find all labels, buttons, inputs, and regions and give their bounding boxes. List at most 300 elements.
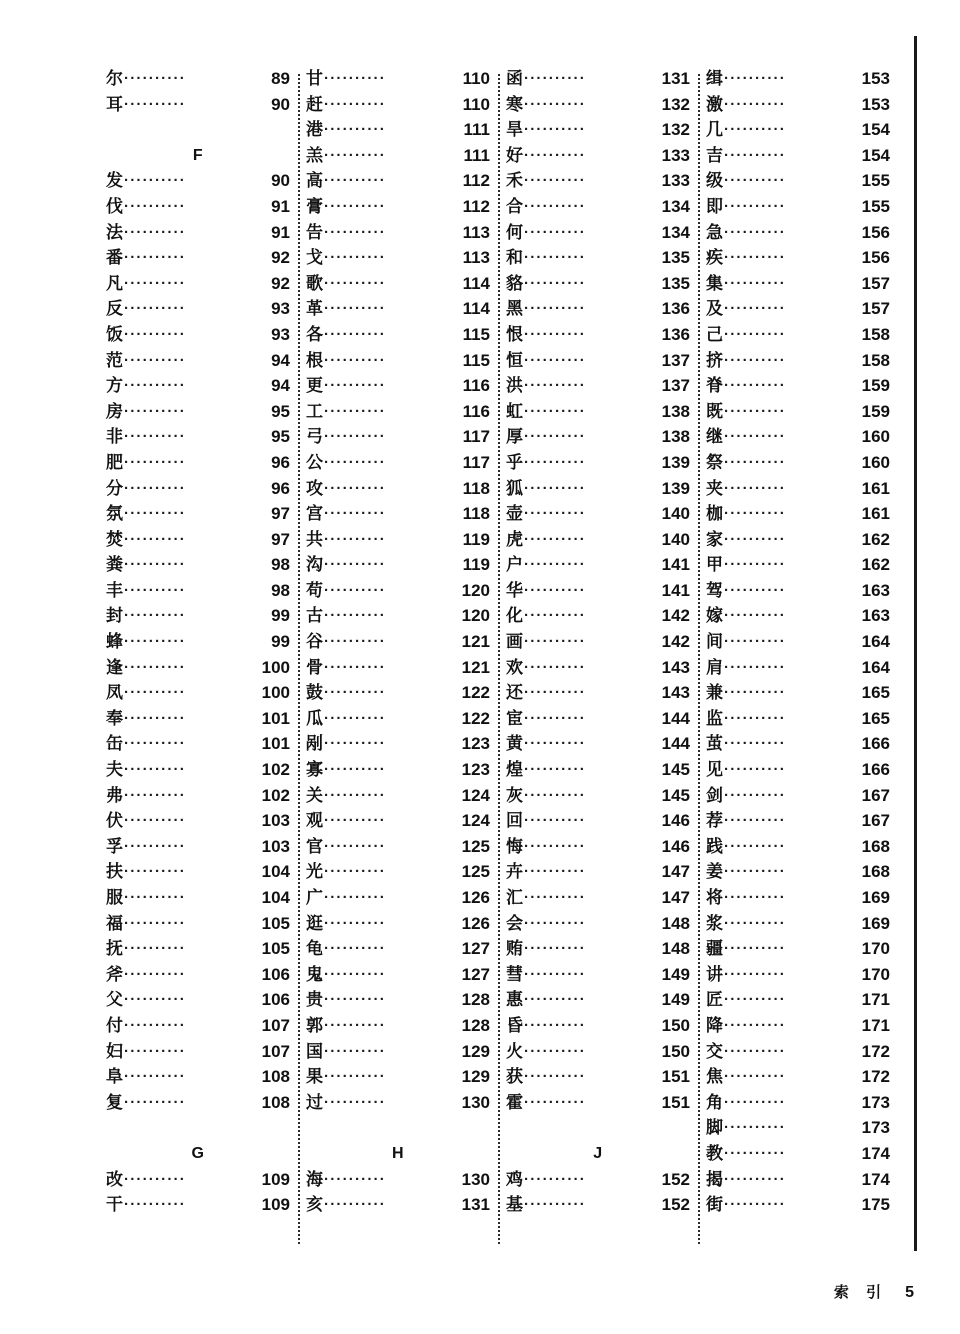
index-entry[interactable]	[506, 808, 690, 834]
entry-page-number: 169	[861, 888, 890, 907]
leader-dots: ··········	[724, 197, 786, 215]
index-entry[interactable]	[106, 450, 290, 476]
entry-character: 浆	[706, 913, 723, 934]
entry-character: 街	[706, 1195, 723, 1216]
entry-page-number: 148	[661, 939, 690, 959]
index-entry[interactable]	[106, 885, 290, 911]
index-entry[interactable]	[106, 476, 290, 502]
index-entry[interactable]	[306, 1167, 490, 1193]
entry-character: 荐	[706, 811, 723, 832]
index-entry[interactable]	[306, 936, 490, 962]
index-entry[interactable]	[306, 399, 490, 425]
index-entry[interactable]	[306, 603, 490, 629]
index-entry[interactable]	[506, 603, 690, 629]
index-entry[interactable]	[306, 168, 490, 194]
index-entry[interactable]	[306, 348, 490, 374]
entry-page-number: 126	[461, 913, 490, 933]
index-entry[interactable]	[506, 936, 690, 962]
entry-character: 昏	[506, 1015, 523, 1036]
index-entry[interactable]	[506, 706, 690, 732]
index-entry[interactable]	[306, 296, 490, 322]
leader-dots: ··········	[324, 684, 386, 702]
index-entry[interactable]	[706, 1039, 890, 1065]
index-entry[interactable]	[706, 296, 890, 322]
entry-character: 发	[106, 171, 123, 192]
index-entry[interactable]	[506, 987, 690, 1013]
index-entry[interactable]	[106, 1192, 290, 1218]
leader-dots: ··········	[524, 940, 586, 958]
leader-dots: ··········	[324, 709, 386, 727]
entry-page-number: 129	[461, 1067, 490, 1087]
index-entry[interactable]	[506, 1192, 690, 1218]
index-entry[interactable]	[306, 731, 490, 757]
entry-page-number: 111	[463, 145, 490, 165]
entry-character: 见	[706, 760, 723, 781]
index-entry[interactable]	[706, 66, 890, 92]
index-entry[interactable]	[106, 245, 290, 271]
entry-page-number: 129	[461, 1041, 490, 1061]
index-entry[interactable]	[706, 399, 890, 425]
index-entry[interactable]	[106, 1039, 290, 1065]
index-entry[interactable]	[106, 348, 290, 374]
entry-page-number: 92	[271, 248, 290, 268]
index-entry[interactable]	[306, 373, 490, 399]
index-entry[interactable]	[506, 629, 690, 655]
index-entry[interactable]	[706, 655, 890, 681]
entry-page-number: 123	[461, 734, 490, 754]
entry-character: 戈	[306, 248, 323, 269]
index-entry[interactable]	[706, 757, 890, 783]
entry-character: 户	[506, 555, 523, 576]
index-entry[interactable]	[506, 1167, 690, 1193]
index-entry[interactable]	[706, 783, 890, 809]
leader-dots: ··········	[124, 95, 186, 113]
index-entry[interactable]	[306, 1039, 490, 1065]
index-entry[interactable]	[706, 1167, 890, 1193]
leader-dots: ··········	[524, 709, 586, 727]
index-entry[interactable]	[706, 373, 890, 399]
entry-page-number: 117	[462, 427, 490, 447]
index-entry[interactable]	[106, 501, 290, 527]
index-entry[interactable]	[306, 680, 490, 706]
entry-character: 寒	[506, 94, 523, 115]
index-entry[interactable]	[506, 859, 690, 885]
leader-dots: ··········	[324, 70, 386, 87]
entry-character: 华	[506, 580, 523, 601]
leader-dots: ··········	[124, 786, 186, 804]
entry-character: 尔	[106, 69, 123, 89]
index-entry[interactable]	[706, 859, 890, 885]
index-entry[interactable]	[106, 962, 290, 988]
entry-page-number: 158	[861, 350, 890, 370]
leader-dots: ··········	[524, 377, 586, 395]
index-entry[interactable]	[506, 783, 690, 809]
entry-character: 骨	[306, 657, 323, 678]
leader-dots: ··········	[124, 172, 186, 190]
index-entry[interactable]	[506, 552, 690, 578]
index-entry[interactable]	[506, 66, 690, 92]
entry-page-number: 162	[861, 529, 890, 549]
index-entry[interactable]	[306, 1064, 490, 1090]
entry-character: 根	[306, 350, 323, 371]
index-entry[interactable]	[306, 501, 490, 527]
entry-page-number: 130	[461, 1169, 490, 1189]
entry-character: 讲	[706, 964, 723, 985]
leader-dots: ··········	[124, 530, 186, 548]
index-entry[interactable]	[706, 629, 890, 655]
leader-dots: ··········	[524, 505, 586, 523]
index-entry[interactable]	[306, 552, 490, 578]
entry-page-number: 113	[462, 248, 490, 268]
index-entry[interactable]	[306, 220, 490, 246]
index-entry[interactable]	[306, 527, 490, 553]
index-entry[interactable]	[306, 271, 490, 297]
index-entry[interactable]	[506, 476, 690, 502]
entry-character: 虹	[506, 401, 523, 422]
index-entry[interactable]	[106, 1090, 290, 1116]
entry-page-number: 103	[261, 836, 290, 856]
index-entry[interactable]	[106, 808, 290, 834]
entry-page-number: 133	[661, 145, 690, 165]
index-entry[interactable]	[106, 527, 290, 553]
leader-dots: ··········	[324, 786, 386, 804]
index-entry[interactable]	[506, 731, 690, 757]
entry-page-number: 98	[271, 580, 290, 600]
leader-dots: ··········	[324, 325, 386, 343]
entry-character: 狐	[506, 478, 523, 499]
entry-page-number: 131	[461, 1195, 490, 1215]
index-entry[interactable]	[506, 296, 690, 322]
leader-dots: ··········	[524, 607, 586, 625]
index-entry[interactable]	[706, 578, 890, 604]
index-entry[interactable]	[506, 271, 690, 297]
index-entry[interactable]	[106, 757, 290, 783]
index-entry[interactable]	[506, 220, 690, 246]
index-entry[interactable]	[106, 1064, 290, 1090]
index-entry[interactable]	[506, 373, 690, 399]
index-entry[interactable]	[706, 1090, 890, 1116]
index-entry[interactable]	[306, 578, 490, 604]
index-entry[interactable]	[706, 1115, 890, 1141]
index-entry[interactable]	[306, 143, 490, 169]
index-entry[interactable]	[506, 527, 690, 553]
leader-dots: ··········	[724, 735, 786, 753]
index-entry[interactable]	[106, 783, 290, 809]
index-entry[interactable]	[706, 552, 890, 578]
entry-character: 房	[106, 401, 123, 422]
index-entry[interactable]	[106, 731, 290, 757]
index-entry[interactable]	[106, 834, 290, 860]
leader-dots: ··········	[524, 581, 586, 599]
leader-dots: ··········	[524, 1196, 586, 1214]
index-entry[interactable]	[506, 348, 690, 374]
index-entry[interactable]	[106, 859, 290, 885]
column-2	[296, 66, 496, 1218]
entry-page-number: 92	[271, 273, 290, 293]
entry-page-number: 163	[861, 606, 890, 626]
index-entry[interactable]	[706, 1141, 890, 1167]
index-entry[interactable]	[306, 783, 490, 809]
index-entry[interactable]	[106, 1013, 290, 1039]
entry-page-number: 161	[861, 504, 890, 524]
index-entry[interactable]	[706, 731, 890, 757]
entry-page-number: 150	[661, 1015, 690, 1035]
index-entry[interactable]	[706, 220, 890, 246]
leader-dots: ··········	[324, 1016, 386, 1034]
index-entry[interactable]	[506, 1064, 690, 1090]
index-entry[interactable]	[106, 373, 290, 399]
entry-page-number: 140	[661, 529, 690, 549]
index-entry[interactable]	[706, 117, 890, 143]
index-entry[interactable]	[306, 476, 490, 502]
section-heading-h: H	[391, 1144, 405, 1162]
index-entry[interactable]	[106, 603, 290, 629]
entry-character: 分	[106, 478, 123, 499]
leader-dots: ··········	[724, 95, 786, 113]
index-entry[interactable]	[706, 885, 890, 911]
index-entry[interactable]	[106, 655, 290, 681]
leader-dots: ··········	[524, 735, 586, 753]
leader-dots: ··········	[124, 377, 186, 395]
index-entry[interactable]	[706, 501, 890, 527]
leader-dots: ··········	[524, 402, 586, 420]
entry-character: 光	[306, 862, 323, 883]
index-entry[interactable]	[306, 1090, 490, 1116]
leader-dots: ··········	[524, 965, 586, 983]
index-entry[interactable]	[106, 629, 290, 655]
entry-page-number: 159	[861, 401, 890, 421]
index-entry[interactable]	[306, 1013, 490, 1039]
index-entry[interactable]	[506, 424, 690, 450]
index-entry[interactable]	[506, 450, 690, 476]
entry-character: 各	[306, 324, 323, 345]
index-entry[interactable]	[706, 834, 890, 860]
entry-character: 脚	[706, 1118, 723, 1139]
index-entry[interactable]	[106, 680, 290, 706]
leader-dots: ··········	[324, 530, 386, 548]
index-entry[interactable]	[506, 757, 690, 783]
entry-character: 剐	[306, 734, 323, 755]
index-entry[interactable]	[706, 706, 890, 732]
index-entry[interactable]	[706, 450, 890, 476]
index-entry[interactable]	[306, 1192, 490, 1218]
index-entry[interactable]	[506, 578, 690, 604]
leader-dots: ··········	[724, 556, 786, 574]
index-entry[interactable]	[306, 885, 490, 911]
index-entry[interactable]	[706, 936, 890, 962]
index-entry[interactable]	[106, 322, 290, 348]
index-entry[interactable]	[506, 143, 690, 169]
entry-character: 弗	[106, 785, 123, 806]
entry-character: 嫁	[706, 606, 723, 627]
index-entry[interactable]	[106, 706, 290, 732]
index-entry[interactable]	[306, 424, 490, 450]
index-entry[interactable]	[506, 399, 690, 425]
entry-character: 妇	[106, 1041, 123, 1062]
index-entry[interactable]	[706, 603, 890, 629]
index-entry[interactable]	[306, 194, 490, 220]
leader-dots: ··········	[524, 530, 586, 548]
index-entry[interactable]	[106, 220, 290, 246]
index-entry[interactable]	[106, 987, 290, 1013]
leader-dots: ··········	[524, 249, 586, 267]
index-entry[interactable]	[506, 92, 690, 118]
entry-character: 匠	[706, 990, 723, 1011]
entry-page-number: 154	[861, 120, 890, 140]
index-entry[interactable]	[306, 66, 490, 92]
leader-dots: ··········	[524, 837, 586, 855]
index-entry[interactable]	[106, 578, 290, 604]
index-entry[interactable]	[506, 1090, 690, 1116]
leader-dots: ··········	[124, 402, 186, 420]
leader-dots: ··········	[124, 735, 186, 753]
index-entry[interactable]	[506, 117, 690, 143]
index-entry[interactable]	[706, 322, 890, 348]
entry-character: 角	[706, 1092, 723, 1113]
index-entry[interactable]	[306, 629, 490, 655]
index-entry[interactable]	[506, 1039, 690, 1065]
leader-dots: ··········	[124, 837, 186, 855]
index-entry[interactable]	[106, 424, 290, 450]
leader-dots: ··········	[724, 965, 786, 983]
index-entry[interactable]	[706, 168, 890, 194]
index-entry[interactable]	[106, 552, 290, 578]
entry-character: 国	[306, 1041, 323, 1062]
entry-page-number: 105	[261, 913, 290, 933]
index-entry[interactable]	[506, 911, 690, 937]
index-entry[interactable]	[506, 680, 690, 706]
entry-page-number: 120	[461, 580, 490, 600]
index-entry[interactable]	[706, 987, 890, 1013]
entry-character: 和	[506, 248, 523, 269]
index-entry[interactable]	[106, 911, 290, 937]
entry-page-number: 99	[271, 606, 290, 626]
entry-character: 何	[506, 222, 523, 243]
index-entry[interactable]	[706, 1192, 890, 1218]
leader-dots: ··········	[124, 914, 186, 932]
leader-dots: ··········	[524, 197, 586, 215]
index-entry[interactable]	[306, 859, 490, 885]
index-entry[interactable]	[506, 322, 690, 348]
index-entry[interactable]	[706, 194, 890, 220]
index-entry[interactable]	[306, 834, 490, 860]
entry-character: 壶	[506, 504, 523, 525]
index-entry[interactable]	[506, 962, 690, 988]
index-entry[interactable]	[106, 168, 290, 194]
index-entry[interactable]	[106, 399, 290, 425]
index-entry[interactable]	[706, 348, 890, 374]
leader-dots: ··········	[724, 274, 786, 292]
entry-character: 歌	[306, 273, 323, 294]
entry-character: 火	[506, 1041, 523, 1062]
entry-character: 教	[706, 1143, 723, 1164]
leader-dots: ··········	[524, 761, 586, 779]
index-entry[interactable]	[506, 501, 690, 527]
entry-character: 过	[306, 1092, 323, 1113]
index-entry[interactable]	[306, 322, 490, 348]
entry-character: 恒	[506, 350, 523, 371]
index-entry[interactable]	[506, 1013, 690, 1039]
index-entry[interactable]	[106, 296, 290, 322]
entry-character: 及	[706, 299, 723, 320]
index-entry[interactable]	[306, 245, 490, 271]
index-entry[interactable]	[706, 424, 890, 450]
index-entry[interactable]	[306, 706, 490, 732]
index-entry[interactable]	[306, 911, 490, 937]
column-spacer	[106, 117, 290, 143]
entry-page-number: 169	[861, 913, 890, 933]
index-entry[interactable]	[706, 245, 890, 271]
index-entry[interactable]	[106, 66, 290, 92]
leader-dots: ··········	[724, 223, 786, 241]
entry-page-number: 133	[661, 171, 690, 191]
index-entry[interactable]	[306, 117, 490, 143]
entry-character: 方	[106, 376, 123, 397]
index-entry[interactable]	[506, 168, 690, 194]
index-entry[interactable]	[106, 1167, 290, 1193]
index-entry[interactable]	[706, 271, 890, 297]
index-entry[interactable]	[706, 1013, 890, 1039]
index-entry[interactable]	[506, 245, 690, 271]
index-entry[interactable]	[706, 143, 890, 169]
index-entry[interactable]	[706, 680, 890, 706]
index-entry[interactable]	[306, 962, 490, 988]
index-entry[interactable]	[706, 1064, 890, 1090]
index-entry[interactable]	[506, 194, 690, 220]
entry-character: 赶	[306, 94, 323, 115]
index-entry[interactable]	[706, 962, 890, 988]
index-entry[interactable]	[706, 911, 890, 937]
index-entry[interactable]	[306, 92, 490, 118]
entry-page-number: 175	[861, 1195, 890, 1215]
index-entry[interactable]	[106, 92, 290, 118]
index-entry[interactable]	[506, 834, 690, 860]
entry-page-number: 142	[661, 606, 690, 626]
leader-dots: ··········	[524, 658, 586, 676]
index-entry[interactable]	[106, 194, 290, 220]
entry-page-number: 171	[861, 1015, 890, 1035]
entry-page-number: 163	[861, 580, 890, 600]
leader-dots: ··········	[524, 479, 586, 497]
entry-page-number: 118	[462, 504, 490, 524]
entry-character: 鸡	[506, 1169, 523, 1190]
leader-dots: ··········	[124, 607, 186, 625]
index-entry[interactable]	[506, 885, 690, 911]
index-entry[interactable]	[706, 476, 890, 502]
entry-page-number: 174	[861, 1169, 890, 1189]
index-entry[interactable]	[106, 936, 290, 962]
index-entry[interactable]	[106, 271, 290, 297]
entry-page-number: 134	[661, 196, 690, 216]
index-entry[interactable]	[706, 527, 890, 553]
index-entry[interactable]	[306, 757, 490, 783]
entry-character: 宦	[506, 708, 523, 729]
index-entry[interactable]	[306, 987, 490, 1013]
leader-dots: ··········	[724, 453, 786, 471]
entry-character: 卉	[506, 862, 523, 883]
leader-dots: ··········	[724, 530, 786, 548]
index-entry[interactable]	[506, 655, 690, 681]
index-entry[interactable]	[706, 808, 890, 834]
entry-page-number: 167	[861, 785, 890, 805]
index-entry[interactable]	[306, 655, 490, 681]
leader-dots: ··········	[524, 556, 586, 574]
entry-character: 基	[506, 1195, 523, 1216]
entry-character: 奉	[106, 708, 123, 729]
index-entry[interactable]	[706, 92, 890, 118]
index-entry[interactable]	[306, 450, 490, 476]
index-entry[interactable]	[306, 808, 490, 834]
